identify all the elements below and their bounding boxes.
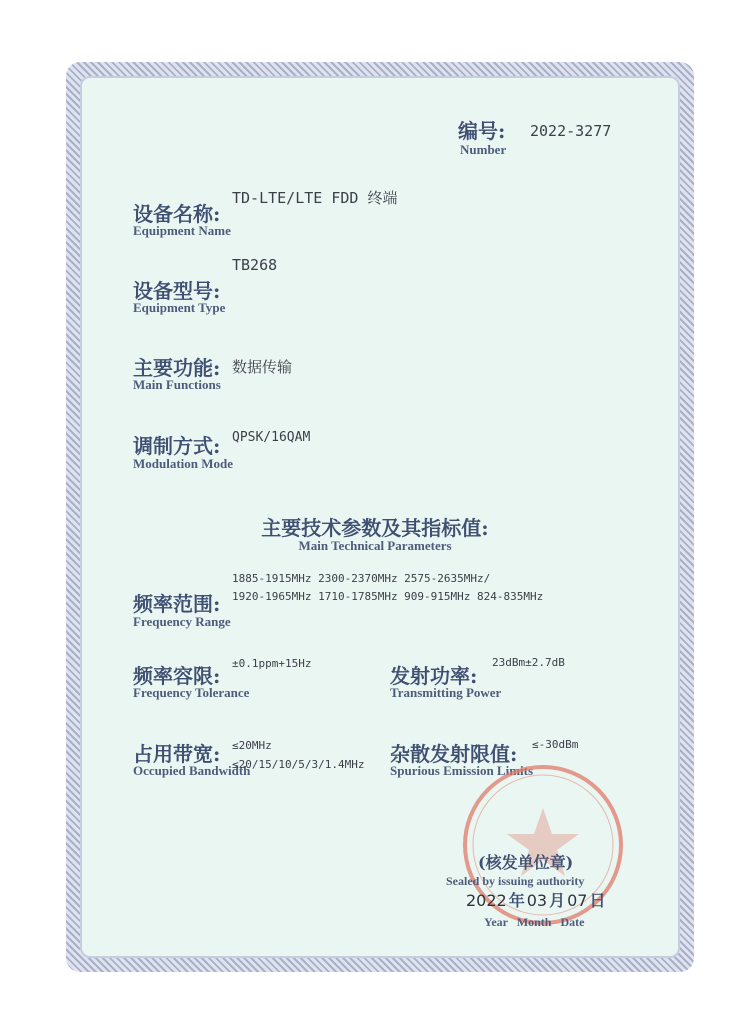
occupied-bandwidth-label-en: Occupied Bandwidth bbox=[133, 763, 251, 778]
equipment-name-label-en: Equipment Name bbox=[133, 223, 231, 238]
number-label-en: Number bbox=[460, 142, 507, 157]
issue-day: 07 bbox=[567, 891, 588, 910]
frequency-tolerance-value: ±0.1ppm+15Hz bbox=[232, 657, 312, 670]
frequency-tolerance-label-en: Frequency Tolerance bbox=[133, 685, 250, 700]
spurious-emission-label-en: Spurious Emission Limits bbox=[390, 763, 534, 778]
issue-year: 2022 bbox=[466, 891, 507, 910]
occupied-bandwidth-label: 占用带宽: bbox=[133, 742, 221, 766]
spurious-emission-value: ≤-30dBm bbox=[532, 738, 579, 751]
technical-title-en: Main Technical Parameters bbox=[298, 538, 452, 553]
technical-title: 主要技术参数及其指标值: bbox=[261, 516, 489, 540]
seal-label-en: Sealed by issuing authority bbox=[446, 874, 585, 888]
frequency-tolerance-label: 频率容限: bbox=[133, 664, 221, 688]
main-functions-label-en: Main Functions bbox=[133, 377, 221, 392]
modulation-mode-label-en: Modulation Mode bbox=[133, 456, 234, 471]
main-functions-label: 主要功能: bbox=[133, 356, 221, 380]
number-value: 2022-3277 bbox=[530, 122, 612, 140]
transmitting-power-label-en: Transmitting Power bbox=[390, 685, 502, 700]
equipment-type-label: 设备型号: bbox=[133, 279, 221, 303]
spurious-emission-label: 杂散发射限值: bbox=[390, 742, 518, 766]
main-functions-value: 数据传输 bbox=[232, 358, 293, 376]
transmitting-power-label: 发射功率: bbox=[390, 664, 478, 688]
occupied-bandwidth-line2: ≤20/15/10/5/3/1.4MHz bbox=[232, 758, 365, 771]
issue-date bbox=[466, 888, 605, 911]
equipment-type-label-en: Equipment Type bbox=[133, 300, 226, 315]
frequency-range-label-en: Frequency Range bbox=[133, 614, 231, 629]
equipment-name-value: TD-LTE/LTE FDD 终端 bbox=[232, 189, 398, 207]
equipment-type-value: TB268 bbox=[232, 256, 278, 274]
occupied-bandwidth-line1: ≤20MHz bbox=[232, 739, 272, 752]
frequency-range-line1: 1885-1915MHz 2300-2370MHz 2575-2635MHz/ bbox=[232, 572, 491, 585]
frequency-range-label: 频率范围: bbox=[133, 592, 221, 616]
modulation-mode-value: QPSK/16QAM bbox=[232, 430, 311, 445]
equipment-name-label: 设备名称: bbox=[133, 202, 221, 226]
issue-day-unit: 日 bbox=[589, 891, 606, 910]
seal-label: (核发单位章) bbox=[478, 853, 574, 872]
issue-date-en: Year Month Date bbox=[484, 915, 585, 929]
transmitting-power-value: 23dBm±2.7dB bbox=[492, 656, 565, 669]
frequency-range-line2: 1920-1965MHz 1710-1785MHz 909-915MHz 824-835MHz bbox=[232, 590, 544, 603]
issue-year-unit: 年 bbox=[508, 891, 525, 910]
modulation-mode-label: 调制方式: bbox=[133, 434, 221, 458]
issue-month: 03 bbox=[526, 891, 548, 910]
issue-month-unit: 月 bbox=[549, 891, 566, 910]
number-label: 编号: bbox=[458, 119, 506, 143]
